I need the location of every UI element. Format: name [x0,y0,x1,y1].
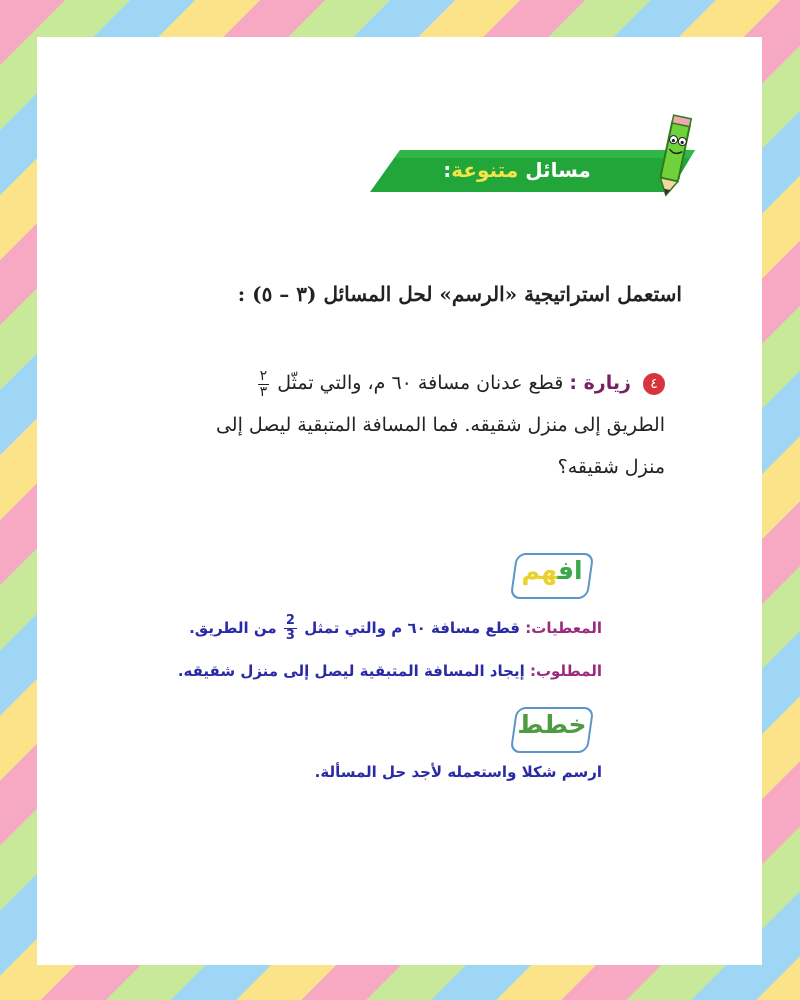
problem-fraction [258,369,270,400]
understand-tag-part2: هم [521,556,558,585]
fraction-denominator: ٣ [259,383,268,400]
given-text-2: من الطريق. [189,619,277,637]
section-banner [360,112,700,200]
given-fraction [284,614,297,643]
fraction-numerator: ٢ [259,367,268,384]
section-title-main: مسائل [525,158,591,182]
required-label: المطلوب: [529,662,602,680]
instruction-text: استعمل استراتيجية «الرسم» لحل المسائل (٣ – ٥) : [237,282,682,306]
problem-text-part2: الطريق إلى منزل شقيقه. فما المسافة المتبقية ليصل إلى منزل شقيقه؟ [215,414,665,478]
section-title-colon: : [443,158,452,182]
given-line [142,614,602,643]
given-fraction-numerator: 2 [285,613,295,628]
problem-keyword: زيارة : [569,372,631,394]
section-title [412,158,622,182]
given-text-1: قطع مسافة ٦٠ م والتي تمثل [304,619,521,637]
understand-tag-label [513,556,591,585]
required-text: إيجاد المسافة المتبقية ليصل إلى منزل شقيقه. [177,662,525,680]
plan-tag-label: خطط [517,710,587,739]
problem-4 [205,362,665,488]
given-fraction-denominator: 3 [285,628,295,643]
required-line [142,662,602,680]
banner-shape [360,112,700,200]
plan-text: ارسم شكلا واستعمله لأجد حل المسألة. [314,763,602,781]
given-label: المعطيات: [525,619,602,637]
problem-number-badge: ٤ [643,373,665,395]
understand-tag-part1: اف [557,556,583,585]
section-title-accent: متنوعة [451,158,519,182]
plan-line [142,763,602,781]
problem-text-part1: قطع عدنان مسافة ٦٠ م، والتي تمثّل [277,372,564,394]
